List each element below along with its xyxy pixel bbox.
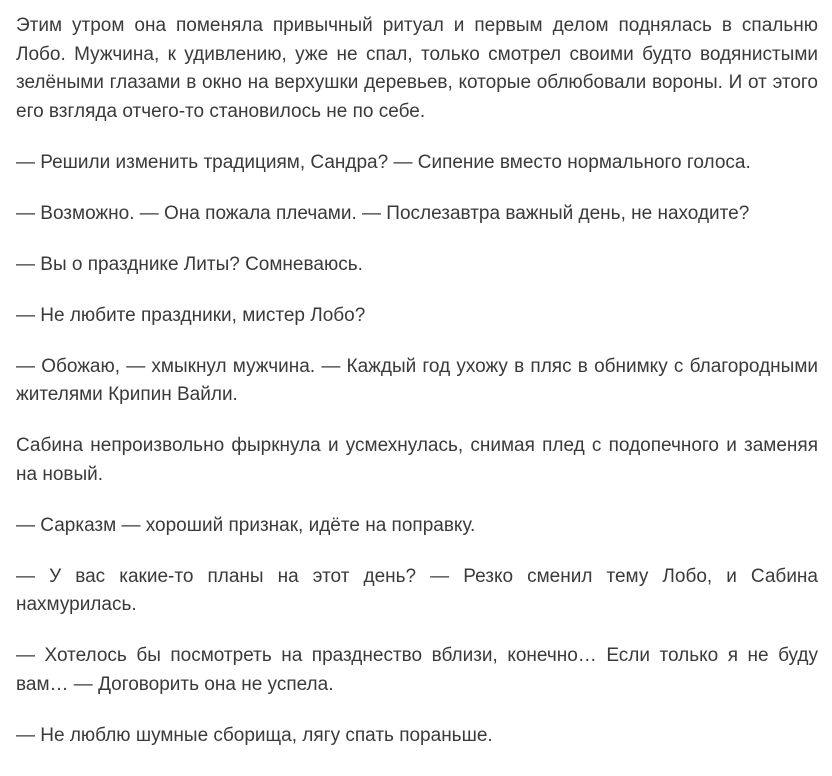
paragraph-10: — Хотелось бы посмотреть на празднество вблизи, конечно… Если только я не буду вам… — Договорить она не успела. — [16, 645, 818, 695]
story-text — [16, 12, 818, 773]
paragraph-8: — Сарказм — хороший признак, идёте на поправку. — [16, 514, 476, 536]
paragraph-3: — Возможно. — Она пожала плечами. — Послезавтра важный день, не находите? — [16, 202, 750, 224]
paragraph-4: — Вы о празднике Литы? Сомневаюсь. — [16, 253, 363, 275]
paragraph-6: — Обожаю, — хмыкнул мужчина. — Каждый год ухожу в пляс в обнимку с благородными жителями Крипин Вайли. — [16, 355, 818, 405]
paragraph-9: — У вас какие-то планы на этот день? — Резко сменил тему Лобо, и Сабина нахмурилась. — [16, 565, 818, 615]
paragraph-2: — Решили изменить традициям, Сандра? — Сипение вместо нормального голоса. — [16, 151, 751, 173]
paragraph-5: — Не любите праздники, мистер Лобо? — [16, 304, 366, 326]
paragraph-1: Этим утром она поменяла привычный ритуал и первым делом поднялась в спальню Лобо. Мужчина, к удивлению, уже не спал, только смотрел своими будто водянистыми зелёными глазами в окно на верхушки деревьев, которые облюбовали вороны. И от этого его взгляда отчего-то становилось не по себе. — [16, 15, 818, 122]
paragraph-11: — Не люблю шумные сборища, лягу спать пораньше. — [16, 724, 493, 746]
paragraph-7: Сабина непроизвольно фыркнула и усмехнулась, снимая плед с подопечного и заменяя на новый. — [16, 435, 818, 485]
